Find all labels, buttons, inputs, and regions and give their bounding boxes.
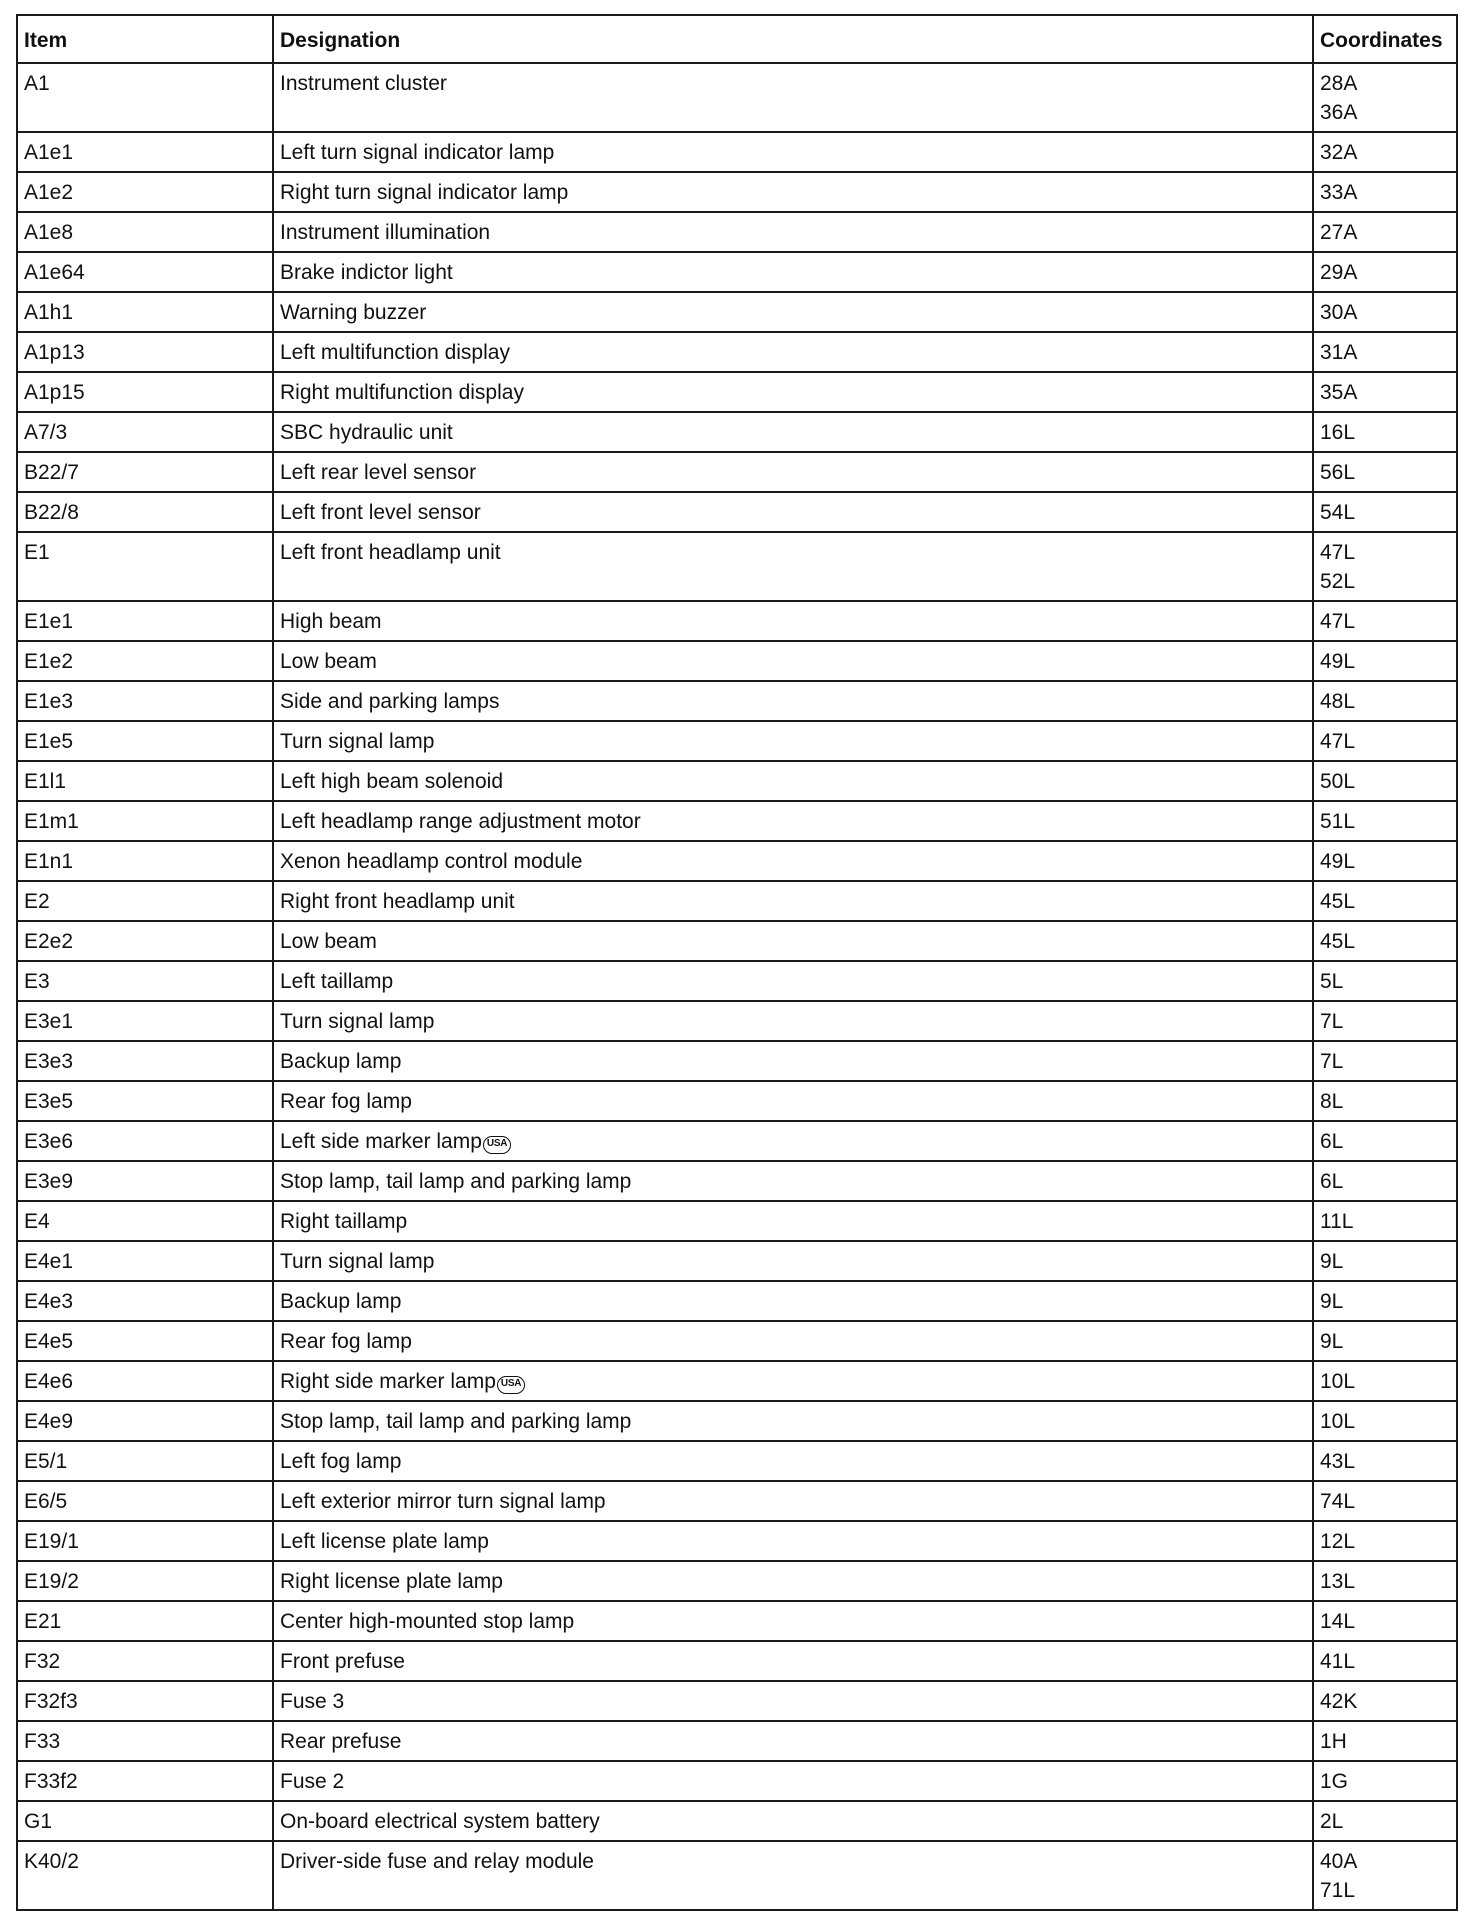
designation-cell [273,1841,1313,1910]
coordinate-value: 28A [1320,72,1358,95]
table-row [17,1801,1457,1841]
coordinate-value: 6L [1320,1170,1344,1193]
designation-text: Center high-mounted stop lamp [280,1610,575,1633]
item-cell: G1 [17,1801,273,1841]
coordinate-value: 14L [1320,1610,1356,1633]
item-cell: E5/1 [17,1441,273,1481]
designation-cell [273,681,1313,721]
coordinate-value: 52L [1320,570,1356,593]
table-header-row [17,15,1457,63]
table-row [17,681,1457,721]
item-cell: A1p13 [17,332,273,372]
coordinates-cell [1313,292,1457,332]
designation-cell [273,1561,1313,1601]
coordinates-cell [1313,532,1457,601]
usa-version-badge: USA [497,1376,525,1394]
designation-cell [273,1441,1313,1481]
coordinate-value: 47L [1320,730,1356,753]
coordinate-value: 1G [1320,1770,1349,1793]
designation-text: Turn signal lamp [280,730,435,753]
item-cell: E1l1 [17,761,273,801]
coordinates-cell [1313,1801,1457,1841]
header-coordinates: Coordinates [1313,15,1457,63]
coordinates-cell [1313,841,1457,881]
item-cell: A7/3 [17,412,273,452]
table-row [17,1121,1457,1161]
coordinate-value: 10L [1320,1370,1356,1393]
designation-cell [273,1321,1313,1361]
coordinates-cell [1313,132,1457,172]
coordinates-cell [1313,1721,1457,1761]
table-row [17,1561,1457,1601]
coordinate-value: 40A [1320,1850,1358,1873]
item-cell: A1e2 [17,172,273,212]
coordinates-cell [1313,1681,1457,1721]
coordinates-cell [1313,1761,1457,1801]
item-cell: E4e1 [17,1241,273,1281]
table-row [17,961,1457,1001]
item-cell: A1e64 [17,252,273,292]
table-row [17,172,1457,212]
item-cell: E3e9 [17,1161,273,1201]
designation-text: Low beam [280,930,377,953]
designation-cell [273,961,1313,1001]
usa-version-badge: USA [483,1136,511,1154]
table-row [17,132,1457,172]
designation-text: Stop lamp, tail lamp and parking lamp [280,1410,632,1433]
item-cell: E19/2 [17,1561,273,1601]
designation-text: SBC hydraulic unit [280,421,453,444]
item-cell: E1e3 [17,681,273,721]
designation-text: Rear prefuse [280,1730,402,1753]
item-cell: E2 [17,881,273,921]
designation-cell [273,132,1313,172]
designation-cell [273,1121,1313,1161]
coordinate-value: 31A [1320,341,1358,364]
designation-text: Xenon headlamp control module [280,850,583,873]
item-cell: E1 [17,532,273,601]
designation-text: Right license plate lamp [280,1570,503,1593]
designation-cell [273,601,1313,641]
coordinates-cell [1313,1641,1457,1681]
designation-cell [273,641,1313,681]
header-designation: Designation [273,15,1313,63]
coordinates-cell [1313,492,1457,532]
coordinate-value: 12L [1320,1530,1356,1553]
designation-text: Instrument illumination [280,221,491,244]
designation-cell [273,1161,1313,1201]
coordinates-cell [1313,1361,1457,1401]
designation-text: Left rear level sensor [280,461,477,484]
item-cell: F32f3 [17,1681,273,1721]
table-row [17,292,1457,332]
table-row [17,1401,1457,1441]
coordinate-value: 71L [1320,1879,1356,1902]
table-row [17,452,1457,492]
designation-cell [273,1041,1313,1081]
designation-cell [273,492,1313,532]
table-row [17,1521,1457,1561]
designation-text: Warning buzzer [280,301,427,324]
coordinate-value: 9L [1320,1250,1344,1273]
component-legend-table [16,14,1458,1911]
coordinate-value: 7L [1320,1050,1344,1073]
coordinates-cell [1313,1281,1457,1321]
coordinate-value: 8L [1320,1090,1344,1113]
item-cell: E1m1 [17,801,273,841]
coordinate-value: 51L [1320,810,1356,833]
coordinate-value: 36A [1320,101,1358,124]
coordinate-value: 42K [1320,1690,1358,1713]
table-row [17,1601,1457,1641]
item-cell: A1h1 [17,292,273,332]
coordinates-cell [1313,372,1457,412]
item-cell: F33f2 [17,1761,273,1801]
item-cell: K40/2 [17,1841,273,1910]
item-cell: A1e1 [17,132,273,172]
designation-cell [273,412,1313,452]
designation-cell [273,1801,1313,1841]
coordinates-cell [1313,1241,1457,1281]
coordinates-cell [1313,1161,1457,1201]
item-cell: F32 [17,1641,273,1681]
coordinate-value: 56L [1320,461,1356,484]
coordinate-value: 30A [1320,301,1358,324]
coordinates-cell [1313,681,1457,721]
table-row [17,1321,1457,1361]
item-cell: A1 [17,63,273,132]
item-cell: E21 [17,1601,273,1641]
item-cell: E6/5 [17,1481,273,1521]
coordinate-value: 41L [1320,1650,1356,1673]
designation-text: On-board electrical system battery [280,1810,600,1833]
item-cell: E1e5 [17,721,273,761]
coordinate-value: 49L [1320,850,1356,873]
designation-text: Rear fog lamp [280,1330,412,1353]
item-cell: F33 [17,1721,273,1761]
coordinate-value: 48L [1320,690,1356,713]
table-row [17,252,1457,292]
designation-cell [273,1481,1313,1521]
coordinates-cell [1313,801,1457,841]
table-row [17,601,1457,641]
item-cell: A1p15 [17,372,273,412]
coordinates-cell [1313,721,1457,761]
coordinates-cell [1313,921,1457,961]
coordinate-value: 13L [1320,1570,1356,1593]
designation-cell [273,1081,1313,1121]
designation-cell [273,1401,1313,1441]
table-row [17,921,1457,961]
designation-cell [273,1761,1313,1801]
coordinates-cell [1313,1561,1457,1601]
item-cell: B22/7 [17,452,273,492]
designation-text: Left multifunction display [280,341,510,364]
designation-cell [273,801,1313,841]
coordinates-cell [1313,1001,1457,1041]
coordinate-value: 10L [1320,1410,1356,1433]
item-cell: E4e3 [17,1281,273,1321]
coordinate-value: 47L [1320,610,1356,633]
designation-text: Front prefuse [280,1650,405,1673]
table-row [17,332,1457,372]
designation-text: Backup lamp [280,1290,402,1313]
table-row [17,1361,1457,1401]
coordinates-cell [1313,1481,1457,1521]
designation-text: Fuse 2 [280,1770,345,1793]
table-row [17,1081,1457,1121]
header-item: Item [17,15,273,63]
coordinate-value: 50L [1320,770,1356,793]
coordinates-cell [1313,641,1457,681]
coordinate-value: 43L [1320,1450,1356,1473]
coordinates-cell [1313,761,1457,801]
designation-cell [273,63,1313,132]
designation-text: Left taillamp [280,970,394,993]
coordinates-cell [1313,1081,1457,1121]
item-cell: E2e2 [17,921,273,961]
item-cell: A1e8 [17,212,273,252]
designation-cell [273,172,1313,212]
table-row [17,1281,1457,1321]
coordinates-cell [1313,172,1457,212]
coordinates-cell [1313,1121,1457,1161]
item-cell: E3e6 [17,1121,273,1161]
designation-cell [273,1281,1313,1321]
coordinate-value: 16L [1320,421,1356,444]
coordinate-value: 54L [1320,501,1356,524]
coordinate-value: 29A [1320,261,1358,284]
coordinates-cell [1313,1321,1457,1361]
designation-text: Left front level sensor [280,501,481,524]
coordinates-cell [1313,1201,1457,1241]
item-cell: E1n1 [17,841,273,881]
coordinates-cell [1313,1601,1457,1641]
coordinate-value: 27A [1320,221,1358,244]
table-row [17,412,1457,452]
coordinates-cell [1313,1841,1457,1910]
coordinates-cell [1313,1441,1457,1481]
designation-cell [273,1681,1313,1721]
designation-text: Left fog lamp [280,1450,402,1473]
table-row [17,881,1457,921]
designation-cell [273,452,1313,492]
coordinates-cell [1313,252,1457,292]
designation-cell [273,1001,1313,1041]
coordinates-cell [1313,881,1457,921]
designation-text: Fuse 3 [280,1690,345,1713]
coordinate-value: 11L [1320,1210,1354,1233]
designation-text: Left high beam solenoid [280,770,503,793]
designation-text: Stop lamp, tail lamp and parking lamp [280,1170,632,1193]
coordinates-cell [1313,961,1457,1001]
designation-text: Backup lamp [280,1050,402,1073]
table-body [17,63,1457,1910]
table-row [17,1201,1457,1241]
designation-text: Rear fog lamp [280,1090,412,1113]
coordinates-cell [1313,63,1457,132]
coordinate-value: 9L [1320,1290,1344,1313]
coordinate-value: 74L [1320,1490,1356,1513]
designation-text: Instrument cluster [280,72,447,95]
item-cell: E3e1 [17,1001,273,1041]
table-row [17,212,1457,252]
item-cell: E4e5 [17,1321,273,1361]
coordinates-cell [1313,452,1457,492]
coordinates-cell [1313,212,1457,252]
designation-cell [273,881,1313,921]
table-row [17,63,1457,132]
designation-cell [273,761,1313,801]
designation-cell [273,1641,1313,1681]
designation-text: Right taillamp [280,1210,408,1233]
designation-text: Right front headlamp unit [280,890,515,913]
coordinates-cell [1313,1401,1457,1441]
designation-text: Left side marker lamp [280,1130,482,1153]
designation-cell [273,292,1313,332]
designation-text: Left license plate lamp [280,1530,489,1553]
item-cell: E3e3 [17,1041,273,1081]
coordinate-value: 5L [1320,970,1344,993]
designation-cell [273,1201,1313,1241]
coordinate-value: 35A [1320,381,1358,404]
table-row [17,1041,1457,1081]
item-cell: B22/8 [17,492,273,532]
designation-text: Right multifunction display [280,381,524,404]
table-row [17,1161,1457,1201]
designation-text: Left headlamp range adjustment motor [280,810,641,833]
designation-cell [273,721,1313,761]
designation-text: Left front headlamp unit [280,541,501,564]
table-row [17,1841,1457,1910]
designation-cell [273,532,1313,601]
item-cell: E3e5 [17,1081,273,1121]
designation-cell [273,1601,1313,1641]
table-row [17,641,1457,681]
table-row [17,761,1457,801]
item-cell: E1e1 [17,601,273,641]
table-row [17,1761,1457,1801]
table-row [17,1681,1457,1721]
designation-text: Side and parking lamps [280,690,500,713]
item-cell: E19/1 [17,1521,273,1561]
designation-cell [273,372,1313,412]
table-row [17,801,1457,841]
designation-text: Right turn signal indicator lamp [280,181,569,204]
designation-text: Low beam [280,650,377,673]
coordinate-value: 1H [1320,1730,1347,1753]
table-row [17,372,1457,412]
designation-cell [273,252,1313,292]
designation-cell [273,332,1313,372]
coordinates-cell [1313,1521,1457,1561]
item-cell: E1e2 [17,641,273,681]
table-row [17,841,1457,881]
designation-text: High beam [280,610,382,633]
designation-cell [273,921,1313,961]
coordinate-value: 33A [1320,181,1358,204]
table-row [17,1481,1457,1521]
designation-cell [273,1521,1313,1561]
coordinate-value: 2L [1320,1810,1344,1833]
designation-text: Turn signal lamp [280,1010,435,1033]
coordinate-value: 7L [1320,1010,1344,1033]
coordinates-cell [1313,601,1457,641]
designation-text: Turn signal lamp [280,1250,435,1273]
designation-cell [273,1241,1313,1281]
table-row [17,1641,1457,1681]
coordinate-value: 9L [1320,1330,1344,1353]
designation-text: Left exterior mirror turn signal lamp [280,1490,606,1513]
coordinates-cell [1313,1041,1457,1081]
designation-cell [273,841,1313,881]
coordinate-value: 49L [1320,650,1356,673]
item-cell: E4e9 [17,1401,273,1441]
table-row [17,1241,1457,1281]
coordinate-value: 32A [1320,141,1358,164]
table-row [17,721,1457,761]
designation-text: Left turn signal indicator lamp [280,141,555,164]
item-cell: E3 [17,961,273,1001]
designation-text: Brake indictor light [280,261,453,284]
table-row [17,492,1457,532]
coordinates-cell [1313,332,1457,372]
designation-cell [273,212,1313,252]
designation-cell [273,1721,1313,1761]
designation-text: Driver-side fuse and relay module [280,1850,594,1873]
coordinate-value: 45L [1320,930,1356,953]
table-row [17,1001,1457,1041]
coordinate-value: 45L [1320,890,1356,913]
coordinate-value: 6L [1320,1130,1344,1153]
coordinate-value: 47L [1320,541,1356,564]
designation-cell [273,1361,1313,1401]
table-row [17,1441,1457,1481]
table-row [17,532,1457,601]
legend-table-container [16,14,1456,1911]
coordinates-cell [1313,412,1457,452]
table-row [17,1721,1457,1761]
designation-text: Right side marker lamp [280,1370,496,1393]
item-cell: E4 [17,1201,273,1241]
item-cell: E4e6 [17,1361,273,1401]
